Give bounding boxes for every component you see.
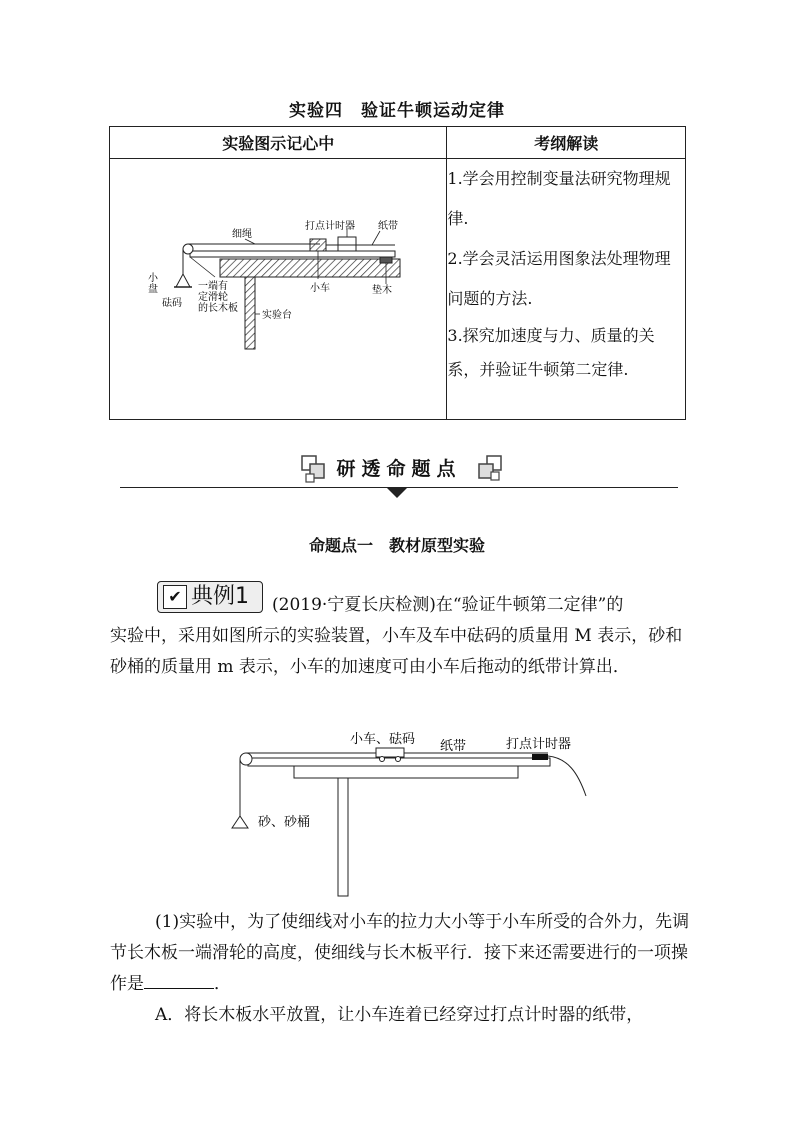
page-title: 实验四 验证牛顿运动定律 (289, 101, 505, 121)
goals-cell (447, 159, 686, 420)
summary-table (109, 126, 686, 420)
col-header-diagram: 实验图示记心中 (110, 127, 447, 159)
label-block: 垫木 (372, 285, 392, 296)
checkmark-icon: ✔ (163, 585, 187, 609)
figure-label-bucket: 砂、砂桶 (258, 815, 311, 830)
goal-item: 2.学会灵活运用图象法处理物理问题的方法. (447, 249, 671, 308)
label-pan: 小盘 (148, 273, 158, 295)
question-1 (110, 907, 690, 1000)
example-apparatus-figure (228, 728, 598, 898)
label-weight: 砝码 (162, 298, 182, 309)
label-board: 一端有定滑轮的长木板 (198, 281, 238, 314)
subsection-title: 命题点一 教材原型实验 (308, 536, 485, 555)
col-header-goals: 考纲解读 (447, 127, 686, 159)
answer-blank (144, 970, 214, 989)
diagram-cell (110, 159, 447, 420)
banner-deco-right-icon (475, 454, 505, 484)
goal-item: 3.探究加速度与力、质量的关系，并验证牛顿第二定律. (447, 326, 655, 379)
figure-label-timer: 打点计时器 (506, 737, 572, 752)
badge-label: 典例1 (191, 584, 249, 609)
figure-label-cart: 小车、砝码 (350, 732, 416, 747)
question-1-text: (1)实验中，为了使细线对小车的拉力大小等于小车所受的合外力，先调节长木板一端滑轮的高度，使细线与长木板平行．接下来还需要进行的一项操作是 (110, 912, 690, 994)
example-badge (157, 581, 263, 613)
label-tape: 纸带 (378, 221, 398, 232)
banner-arrow-icon (387, 488, 407, 498)
question-1-end: ． (214, 974, 231, 994)
label-stand: 实验台 (262, 310, 292, 321)
label-timer: 打点计时器 (305, 221, 355, 232)
banner-title: 研透命题点 (336, 458, 462, 480)
apparatus-diagram (110, 159, 447, 419)
label-rope: 细绳 (232, 229, 252, 240)
figure-label-tape: 纸带 (440, 739, 467, 754)
example-text-first-line: (2019·宁夏长庆检测)在“验证牛顿第二定律”的 (272, 595, 624, 615)
goal-item: 1.学会用控制变量法研究物理规律. (447, 169, 671, 228)
option-a: A．将长木板水平放置，让小车连着已经穿过打点计时器的纸带， (155, 1005, 644, 1025)
label-cart: 小车 (310, 283, 330, 294)
example-text-body: 实验中，采用如图所示的实验装置，小车及车中砝码的质量用 M 表示，砂和砂桶的质量用 m 表示，小车的加速度可由小车后拖动的纸带计算出． (110, 626, 683, 677)
section-banner (120, 450, 678, 498)
